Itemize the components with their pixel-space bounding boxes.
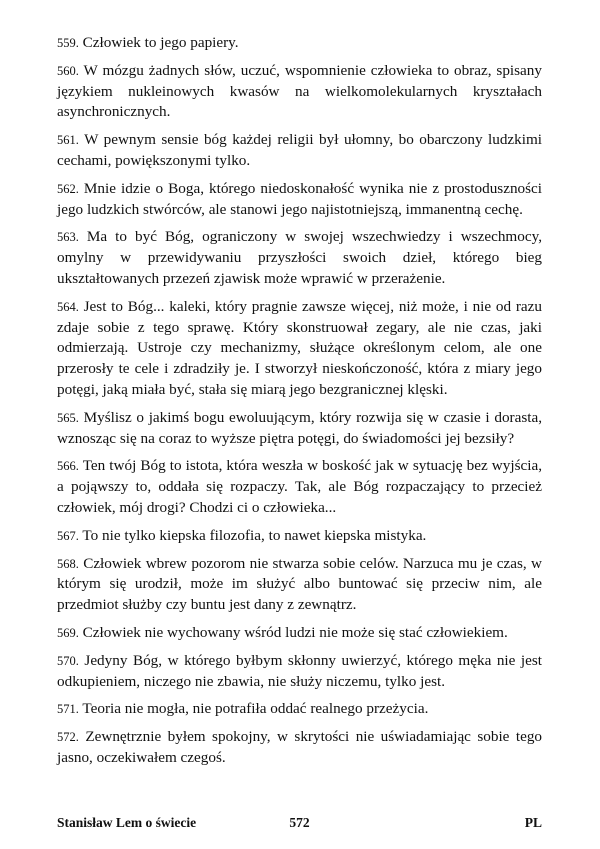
paragraph-text: Ten twój Bóg to istota, która weszła w boskość jak w sytuację bez wyjścia, a pojąwszy to, oddała się rozpaczy. Tak, ale Bóg rozpaczający to przecież człowiek, mój drogi? Chodzi ci o człowieka... (57, 457, 542, 516)
paragraph-561 (57, 130, 542, 172)
paragraph-number: 560. (57, 63, 79, 78)
paragraph-564 (57, 297, 542, 401)
paragraph-number: 572. (57, 730, 79, 745)
paragraph-number: 569. (57, 625, 79, 640)
paragraph-563 (57, 227, 542, 289)
paragraph-text: Zewnętrznie byłem spokojny, w skrytości nie uświadamiając sobie tego jasno, oczekiwałem czegoś. (57, 728, 543, 766)
paragraph-569 (57, 623, 542, 644)
paragraph-number: 567. (57, 528, 79, 543)
footer-language-code: PL (524, 815, 542, 830)
paragraph-text: Teoria nie mogła, nie potrafiła oddać realnego przeżycia. (82, 700, 429, 718)
paragraph-number: 563. (57, 230, 79, 245)
footer-page-number: 572 (289, 815, 310, 830)
paragraph-number: 562. (57, 181, 79, 196)
paragraph-565 (57, 408, 542, 450)
paragraph-570 (57, 651, 542, 693)
page-footer (57, 815, 542, 835)
paragraph-568 (57, 554, 542, 616)
paragraph-560 (57, 61, 542, 123)
paragraph-number: 561. (57, 133, 79, 148)
paragraph-text: Człowiek wbrew pozorom nie stwarza sobie celów. Narzuca mu je czas, w którym się urodził, może im służyć albo buntować się przeciw nim, ale przedmiot służby czy buntu jest dany z zewnątrz. (57, 554, 543, 614)
paragraph-572 (57, 727, 542, 769)
paragraph-571 (57, 699, 542, 720)
paragraph-text: W pewnym sensie bóg każdej religii był ułomny, bo obarczony ludzkimi cechami, powiększonymi tylko. (57, 131, 542, 169)
paragraph-567 (57, 526, 542, 547)
paragraph-text: To nie tylko kiepska filozofia, to nawet kiepska mistyka. (82, 526, 427, 544)
paragraph-text: Ma to być Bóg, ograniczony w swojej wszechwiedzy i wszechmocy, omylny w przewidywaniu przyszłości swoich dzieł, którego bieg ukształtowanych przezeń zjawisk może wprawić w przerażenie. (57, 228, 542, 287)
paragraph-text: Jest to Bóg... kaleki, który pragnie zawsze więcej, niż może, i nie od razu zdaje sobie z tego sprawę. Który skonstruował zegary, ale nie czas, jaki odmierzają. Ustroje czy mechanizmy, służące określonym celom, ale one przerosły te cele i zdradziły je. I stworzył nieskończoność, która z miary jego potęgi, jaką miała być, stała się miarą jego bezgranicznej klęski. (57, 297, 542, 398)
paragraph-559 (57, 33, 542, 54)
paragraph-text: Myślisz o jakimś bogu ewoluującym, który rozwija się w czasie i dorasta, wznosząc się na coraz to wyższe piętra potęgi, do świadomości jej bezsiły? (57, 408, 542, 447)
paragraph-number: 565. (57, 410, 79, 425)
paragraph-number: 571. (57, 702, 79, 717)
paragraph-text: Jedyny Bóg, w którego byłbym skłonny uwierzyć, którego męka nie jest odkupieniem, niczego nie zbawia, nie służy niczemu, tylko jest. (57, 651, 543, 690)
paragraph-text: Człowiek to jego papiery. (82, 34, 239, 51)
paragraph-text: Mnie idzie o Boga, którego niedoskonałość wynika nie z prostoduszności jego ludzkich stwórców, ale stanowi jego najistotniejszą, immanentną cechę. (57, 179, 542, 218)
paragraph-number: 566. (57, 459, 79, 474)
paragraph-number: 559. (57, 36, 79, 50)
paragraph-562 (57, 179, 542, 221)
paragraph-list (57, 33, 542, 776)
paragraph-text: W mózgu żadnych słów, uczuć, wspomnienie człowieka to obraz, spisany językiem nukleinowych kwasów na wielkomolekularnych kryształach asynchronicznych. (57, 61, 542, 121)
paragraph-number: 568. (57, 556, 79, 571)
paragraph-text: Człowiek nie wychowany wśród ludzi nie może się stać człowiekiem. (82, 623, 508, 641)
footer-book-title: Stanisław Lem o świecie (57, 815, 197, 830)
paragraph-number: 564. (57, 299, 79, 314)
paragraph-566 (57, 456, 542, 518)
paragraph-number: 570. (57, 653, 79, 668)
